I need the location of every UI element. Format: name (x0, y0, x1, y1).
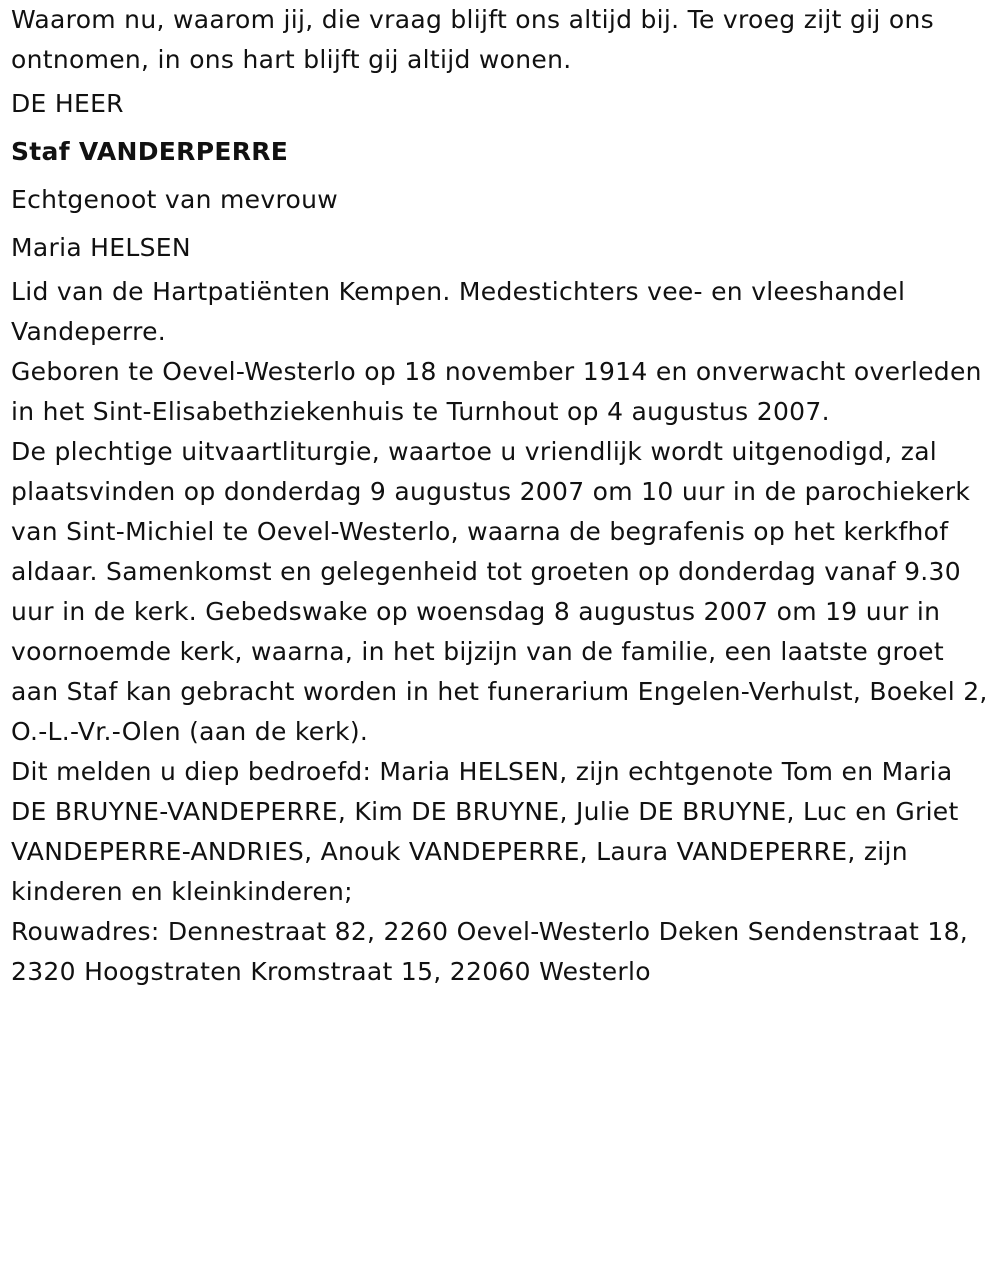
deceased-name: Staf VANDERPERRE (11, 137, 289, 166)
family-paragraph: Dit melden u diep bedroefd: Maria HELSEN, zijn echtgenote Tom en Maria DE BRUYNE-VANDEPERRE, Kim DE BRUYNE, Julie DE BRUYNE, Luc en Griet VANDEPERRE-ANDRIES, Anouk VANDEPERRE, Laura VANDEPERRE, zijn kinderen en kleinkinderen; (11, 757, 959, 906)
ceremony-paragraph: De plechtige uitvaartliturgie, waartoe u vriendlijk wordt uitgenodigd, zal plaatsvinden op donderdag 9 augustus 2007 om 10 uur in de parochiekerk van Sint-Michiel te Oevel-Westerlo, waarna de begrafenis op het kerkfhof aldaar. Samenkomst en gelegenheid tot groeten op donderdag vanaf 9.30 uur in de kerk. Gebedswake op woensdag 8 augustus 2007 om 19 uur in voornoemde kerk, waarna, in het bijzijn van de familie, een laatste groet aan Staf kan gebracht worden in het funerarium Engelen-Verhulst, Boekel 2, O.-L.-Vr.-Olen (aan de kerk). (11, 437, 988, 746)
membership-paragraph: Lid van de Hartpatiënten Kempen. Medestichters vee- en vleeshandel Vandeperre. (11, 277, 906, 346)
obituary-document (11, 0, 996, 992)
intro-verse: Waarom nu, waarom jij, die vraag blijft ons altijd bij. Te vroeg zijt gij ons ontnomen, in ons hart blijft gij altijd wonen. (11, 5, 934, 74)
title-prefix: DE HEER (11, 89, 124, 118)
spouse-name: Maria HELSEN (11, 233, 191, 262)
birth-death-paragraph: Geboren te Oevel-Westerlo op 18 november 1914 en onverwacht overleden in het Sint-Elisabethziekenhuis te Turnhout op 4 augustus 2007. (11, 357, 982, 426)
address-paragraph: Rouwadres: Dennestraat 82, 2260 Oevel-Westerlo Deken Sendenstraat 18, 2320 Hoogstraten Kromstraat 15, 22060 Westerlo (11, 917, 969, 986)
spouse-label: Echtgenoot van mevrouw (11, 185, 338, 214)
